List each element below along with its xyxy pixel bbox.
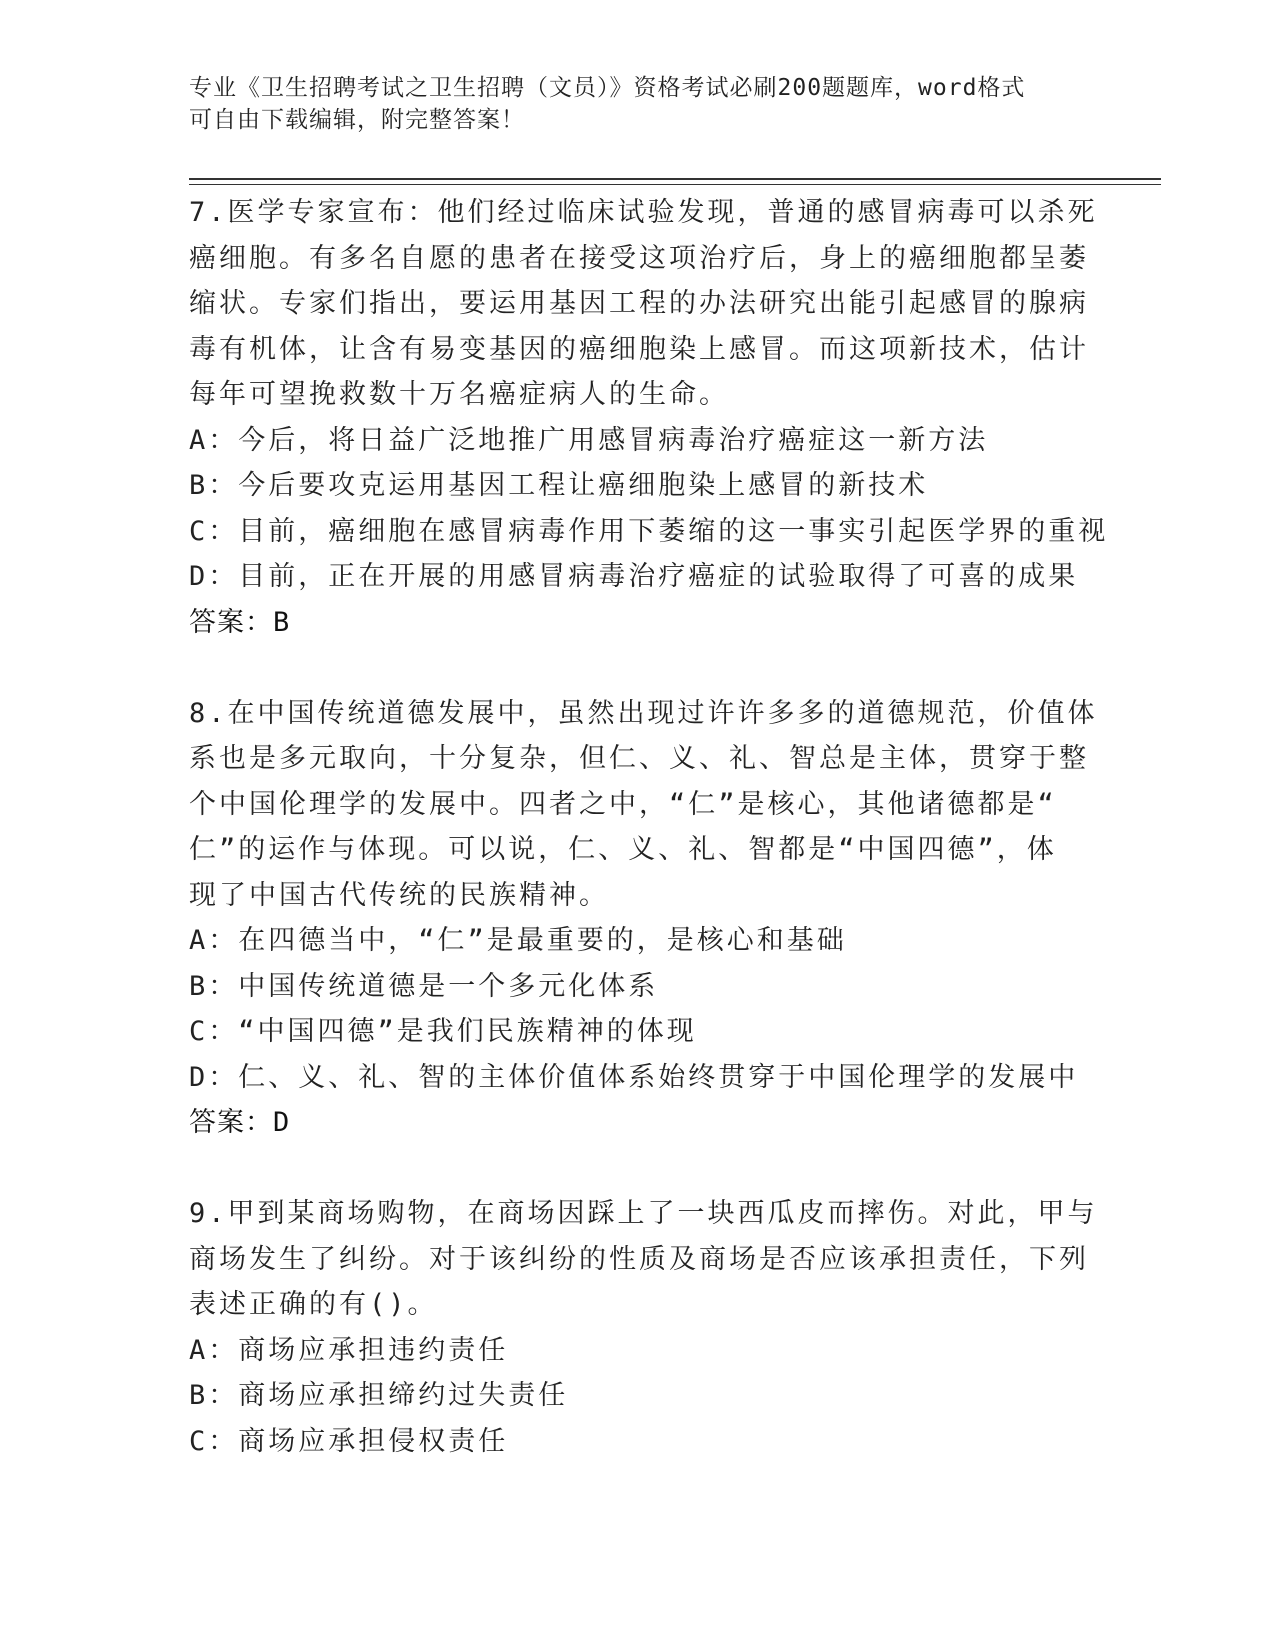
header-divider-thin bbox=[189, 184, 1161, 185]
option-c: C：“中国四德”是我们民族精神的体现 bbox=[189, 1016, 697, 1047]
question-spacer bbox=[189, 645, 1089, 691]
option-a: A：今后，将日益广泛地推广用感冒病毒治疗癌症这一新方法 bbox=[189, 424, 989, 456]
document-header bbox=[189, 72, 1089, 136]
question-8 bbox=[189, 691, 1098, 1146]
question-spacer bbox=[189, 1146, 1089, 1192]
question-text-line: 系也是多元取向，十分复杂，但仁、义、礼、智总是主体，贯穿于整 bbox=[189, 743, 1089, 774]
question-text-line: 7.医学专家宣布：他们经过临床试验发现，普通的感冒病毒可以杀死 bbox=[189, 197, 1098, 228]
header-divider-thick bbox=[189, 178, 1161, 180]
option-b: B：今后要攻克运用基因工程让癌细胞染上感冒的新技术 bbox=[189, 470, 929, 501]
question-text-line: 毒有机体，让含有易变基因的癌细胞染上感冒。而这项新技术，估计 bbox=[189, 333, 1089, 365]
header-title-line-1: 专业《卫生招聘考试之卫生招聘（文员）》资格考试必刷200题题库，word格式 bbox=[189, 75, 1026, 101]
question-text-line: 商场发生了纠纷。对于该纠纷的性质及商场是否应该承担责任，下列 bbox=[189, 1243, 1089, 1275]
option-a: A：在四德当中，“仁”是最重要的，是核心和基础 bbox=[189, 925, 847, 956]
option-b: B：商场应承担缔约过失责任 bbox=[189, 1380, 569, 1411]
question-9 bbox=[189, 1191, 1098, 1464]
option-c: C：目前，癌细胞在感冒病毒作用下萎缩的这一事实引起医学界的重视 bbox=[189, 515, 1109, 547]
option-d: D：目前，正在开展的用感冒病毒治疗癌症的试验取得了可喜的成果 bbox=[189, 561, 1079, 592]
header-title-line-2: 可自由下载编辑，附完整答案！ bbox=[189, 107, 525, 133]
question-text-line: 9.甲到某商场购物，在商场因踩上了一块西瓜皮而摔伤。对此，甲与 bbox=[189, 1198, 1098, 1229]
option-c: C：商场应承担侵权责任 bbox=[189, 1425, 509, 1457]
question-text-line: 表述正确的有()。 bbox=[189, 1289, 438, 1320]
answer-label: 答案：D bbox=[189, 1107, 291, 1138]
option-b: B：中国传统道德是一个多元化体系 bbox=[189, 970, 659, 1002]
question-7 bbox=[189, 190, 1109, 645]
answer-label: 答案：B bbox=[189, 606, 291, 638]
question-text-line: 缩状。专家们指出，要运用基因工程的办法研究出能引起感冒的腺病 bbox=[189, 288, 1089, 319]
question-text-line: 现了中国古代传统的民族精神。 bbox=[189, 879, 609, 911]
question-text-line: 仁”的运作与体现。可以说，仁、义、礼、智都是“中国四德”，体 bbox=[189, 834, 1057, 865]
question-text-line: 每年可望挽救数十万名癌症病人的生命。 bbox=[189, 379, 729, 410]
question-list bbox=[189, 190, 1109, 1464]
question-text-line: 8.在中国传统道德发展中，虽然出现过许许多多的道德规范，价值体 bbox=[189, 697, 1098, 729]
option-a: A：商场应承担违约责任 bbox=[189, 1334, 509, 1366]
option-d: D：仁、义、礼、智的主体价值体系始终贯穿于中国伦理学的发展中 bbox=[189, 1061, 1079, 1093]
question-text-line: 个中国伦理学的发展中。四者之中，“仁”是核心，其他诸德都是“ bbox=[189, 788, 1057, 820]
question-text-line: 癌细胞。有多名自愿的患者在接受这项治疗后，身上的癌细胞都呈萎 bbox=[189, 242, 1089, 274]
